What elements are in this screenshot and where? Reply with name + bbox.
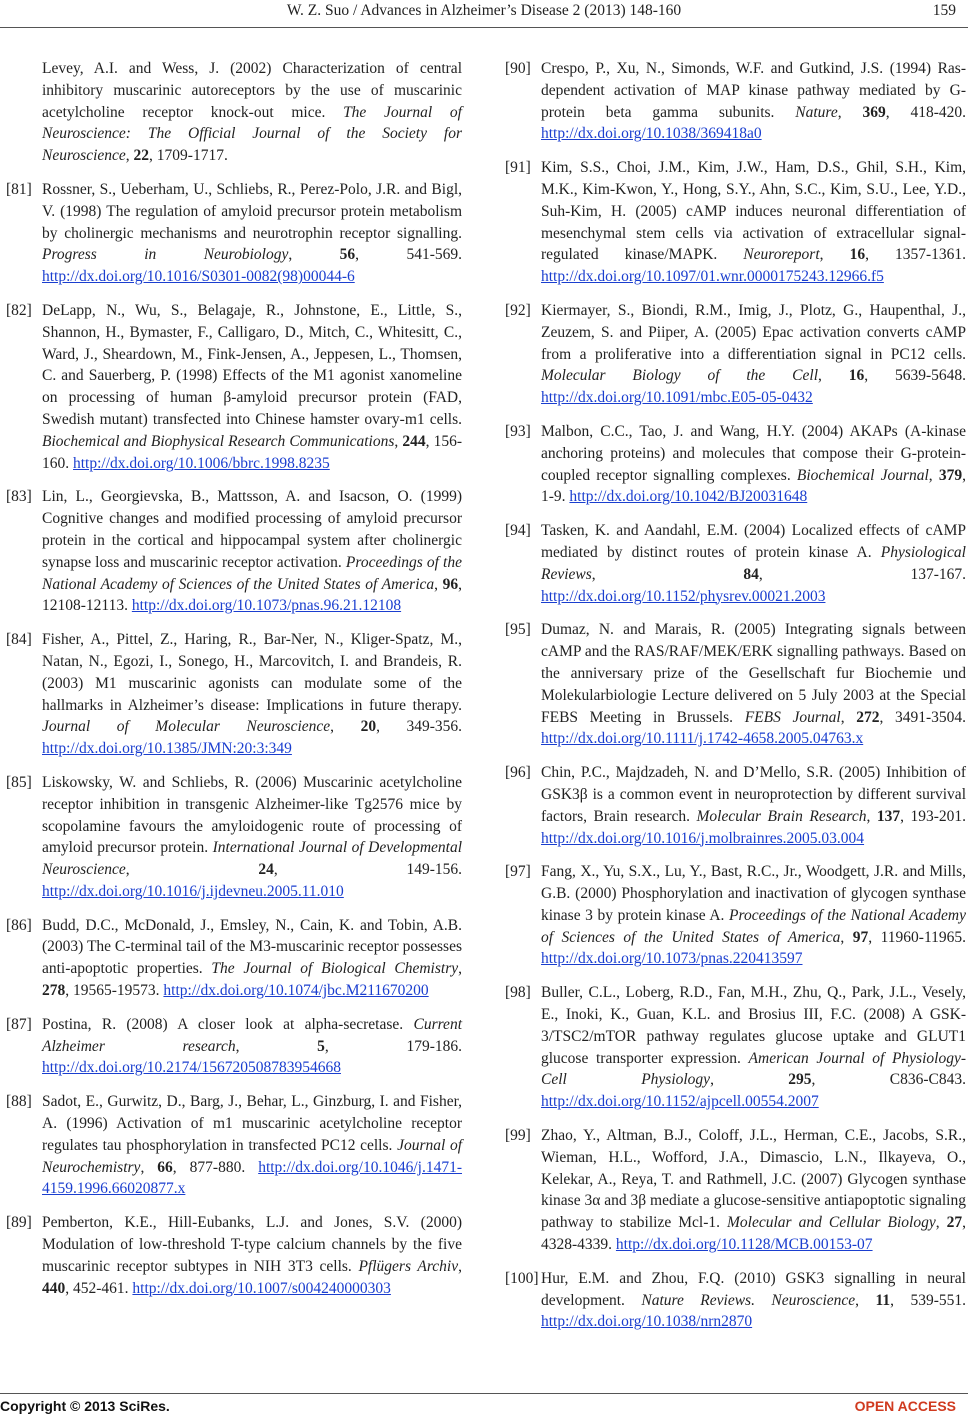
journal-volume: 96 (442, 575, 459, 593)
reference-body: Chin, P.C., Majdzadeh, N. and D’Mello, S.R. (2005) Inhibition of GSK3β is a common event in neuroprotection by different survival factors, Brain research. Molecular Brain Research, 137, 193-201. http://dx.doi.org/10.1016/j.molbrainres.2005.03.004 (541, 764, 966, 847)
doi-link[interactable]: http://dx.doi.org/10.1152/physrev.00021.2003 (541, 587, 826, 605)
journal-pages: , 1-9. (541, 466, 966, 506)
reference-body: Buller, C.L., Loberg, R.D., Fan, M.H., Zhu, Q., Park, J.L., Vesely, E., Inoki, K., Guan, K.L. and Brosius III, F.C. (2008) A GSK-3/TSC2/mTOR pathway regulates glucose uptake and GLUT1 glucose transporter expression. American Journal of Physiology-Cell Physiology, 295, C836-C843. http://dx.doi.org/10.1152/ajpcell.00554.2007 (541, 984, 966, 1111)
doi-link[interactable]: http://dx.doi.org/10.1097/01.wnr.0000175243.12966.f5 (541, 268, 884, 286)
right-column (505, 58, 966, 1345)
journal-pages: , 541-569. (355, 246, 462, 264)
journal-pages: , 418-420. (885, 103, 966, 121)
reference-text: Kim, S.S., Choi, J.M., Kim, J.W., Ham, D.S., Ghil, S.H., Kim, M.K., Kim-Kwon, Y., Hong, S.Y., Ahn, S.C., Kim, S.U., Lee, Y.D., Suh-Kim, H. (2005) cAMP induces neuronal differentiation of mesenchymal stem cells via activation of extracellular signal-regulated kinase/MAPK. (541, 159, 966, 264)
reference-entry (6, 300, 462, 474)
reference-text: Tasken, K. and Aandahl, E.M. (2004) Localized effects of cAMP mediated by distinct routes of protein kinase A. (541, 522, 966, 561)
continued-ref-text: Levey, A.I. and Wess, J. (2002) Characterization of central inhibitory muscarinic autoreceptors by the use of muscarinic acetylcholine receptor knock-out mice. (42, 60, 462, 121)
header-rule (0, 27, 968, 28)
reference-body: Malbon, C.C., Tao, J. and Wang, H.Y. (2004) AKAPs (A-kinase anchoring proteins) and molecules that compose their G-protein-coupled receptor signalling complexes. Biochemical Journal, 379, 1-9. http://dx.doi.org/10.1042/BJ20031648 (541, 422, 966, 506)
reference-text: Budd, D.C., McDonald, J., Emsley, N., Cain, K. and Tobin, A.B. (2003) The C-terminal tail of the M3-muscarinic receptor possesses anti-apoptotic properties. (42, 916, 462, 978)
doi-link[interactable]: http://dx.doi.org/10.1073/pnas.96.21.12108 (131, 597, 402, 615)
journal-volume: 440 (42, 1279, 66, 1297)
reference-number: [82] (6, 301, 32, 319)
journal-pages: , 5639-5648. (864, 367, 966, 385)
journal-volume: 97 (852, 928, 869, 946)
reference-text: Postina, R. (2008) A closer look at alpha-secretase. (42, 1015, 414, 1033)
doi-link[interactable]: http://dx.doi.org/10.1007/s004240000303 (132, 1279, 391, 1297)
reference-body: Crespo, P., Xu, N., Simonds, W.F. and Gutkind, J.S. (1994) Ras-dependent activation of MAP kinase pathway mediated by G-protein beta gamma subunits. Nature, 369, 418-420. http://dx.doi.org/10.1038/369418a0 (541, 60, 966, 143)
journal-pages: , 179-186. (324, 1037, 462, 1055)
journal-name: Neuroreport (743, 246, 820, 264)
reference-number: [94] (505, 522, 531, 540)
journal-volume: 16 (849, 246, 866, 264)
journal-volume: 244 (402, 432, 426, 450)
reference-text: Zhao, Y., Altman, B.J., Coloff, J.L., Herman, C.E., Jacobs, S.R., Wieman, H.L., Wofford, J.A., Dimascio, L.N., Ilkayeva, O., Kelekar, A., Reya, T. and Rathmell, J.C. (2007) Glycogen synthase kinase 3α and 3β mediate a glucose-sensitive antiapoptotic signaling pathway to stabilize Mcl-1. (541, 1127, 966, 1232)
doi-link[interactable]: http://dx.doi.org/10.1152/ajpcell.00554.2007 (541, 1093, 819, 1111)
reference-number: [91] (505, 159, 531, 177)
reference-number: [97] (505, 863, 531, 881)
continued-ref-journal: The Journal of Neuroscience: The Official Journal of the Society for Neuroscience (42, 103, 462, 165)
continued-ref-pages: , 1709-1717. (149, 147, 228, 165)
reference-entry (505, 300, 966, 409)
journal-name: Current Alzheimer research (42, 1015, 462, 1055)
reference-entry (505, 520, 966, 607)
journal-pages: , 12108-12113. (42, 575, 462, 615)
journal-volume: 369 (862, 103, 886, 121)
journal-pages: , 137-167. (758, 565, 966, 583)
reference-number: [83] (6, 488, 32, 506)
journal-name: Proceedings of the National Academy of Sciences of the United States of America (541, 906, 966, 946)
journal-pages: , 11960-11965. (868, 928, 967, 946)
journal-name: Biochemical and Biophysical Research Communications (42, 432, 395, 450)
continued-ref-volume: 22 (133, 147, 150, 165)
reference-body: Zhao, Y., Altman, B.J., Coloff, J.L., Herman, C.E., Jacobs, S.R., Wieman, H.L., Wofford, J.A., Dimascio, L.N., Ilkayeva, O., Kelekar, A., Reya, T. and Rathmell, J.C. (2007) Glycogen synthase kinase 3α and 3β mediate a glucose-sensitive antiapoptotic signaling pathway to stabilize Mcl-1. Molecular and Cellular Biology, 27, 4328-4339. http://dx.doi.org/10.1128/MCB.00153-07 (541, 1127, 967, 1254)
reference-entry (6, 915, 462, 1002)
journal-volume: 24 (258, 861, 274, 879)
doi-link[interactable]: http://dx.doi.org/10.2174/156720508783954668 (42, 1059, 341, 1077)
reference-entry (505, 861, 966, 970)
journal-name: Biochemical Journal (796, 466, 929, 484)
open-access-label: OPEN ACCESS (854, 1398, 956, 1414)
reference-entry (505, 157, 966, 288)
reference-text: Dumaz, N. and Marais, R. (2005) Integrating signals between cAMP and the RAS/RAF/MEK/ERK signalling pathways. Based on the anniversary prize of the Gesellschaft fur Biochemie und Molekularbiologie Lecture delivered on 5 July 2003 at the Special FEBS Meeting in Brussels. (541, 621, 966, 726)
journal-name: International Journal of Developmental Neuroscience (42, 839, 462, 879)
journal-name: Nature Reviews. Neuroscience (641, 1291, 856, 1309)
doi-link[interactable]: http://dx.doi.org/10.1042/BJ20031648 (569, 488, 808, 506)
journal-name: Pflügers Archiv (358, 1257, 459, 1275)
journal-volume: 137 (876, 807, 901, 825)
doi-link[interactable]: http://dx.doi.org/10.1016/j.ijdevneu.2005.11.010 (42, 882, 344, 900)
reference-number: [84] (6, 631, 32, 649)
reference-number: [85] (6, 773, 32, 791)
reference-body: Hur, E.M. and Zhou, F.Q. (2010) GSK3 signalling in neural development. Nature Reviews. Neuroscience, 11, 539-551. http://dx.doi.org/10.1038/nrn2870 (541, 1269, 966, 1331)
journal-pages: , 877-880. (172, 1158, 246, 1176)
journal-name: Journal of Molecular Neuroscience (42, 718, 331, 736)
reference-entry (6, 1014, 462, 1079)
reference-entry (505, 1268, 966, 1333)
reference-text: Fang, X., Yu, S.X., Lu, Y., Bast, R.C., Jr., Woodgett, J.R. and Mills, G.B. (2000) Phosphorylation and inactivation of glycogen synthase kinase 3 by protein kinase A. (541, 863, 966, 924)
reference-body: Fisher, A., Pittel, Z., Haring, R., Bar-Ner, N., Kliger-Spatz, M., Natan, N., Egozi, I., Sonego, H., Marcovitch, I. and Brandeis, R. (2003) M1 muscarinic agonists can modulate some of the hallmarks in Alzheimer’s disease: Implications in future therapy. Journal of Molecular Neuroscience, 20, 349-356. http://dx.doi.org/10.1385/JMN:20:3:349 (42, 631, 462, 758)
reference-text: Pemberton, K.E., Hill-Eubanks, L.J. and Jones, S.V. (2000) Modulation of low-threshold T-type calcium channels by the five muscarinic receptor subtypes in NIH 3T3 cells. (42, 1214, 462, 1275)
journal-pages: , 1357-1361. (865, 246, 967, 264)
reference-entry (505, 1125, 966, 1256)
reference-number: [90] (505, 60, 531, 77)
journal-name: Molecular Biology of the Cell (541, 367, 818, 385)
reference-entry (6, 629, 462, 760)
journal-name: Molecular Brain Research (696, 807, 867, 825)
reference-number: [99] (505, 1127, 531, 1145)
doi-link[interactable]: http://dx.doi.org/10.1111/j.1742-4658.2005.04763.x (541, 730, 864, 748)
doi-link[interactable]: http://dx.doi.org/10.1006/bbrc.1998.8235 (73, 454, 330, 472)
journal-volume: 272 (856, 708, 880, 726)
reference-entry (6, 1212, 462, 1299)
reference-body: Postina, R. (2008) A closer look at alpha-secretase. Current Alzheimer research, 5, 179-186. http://dx.doi.org/10.2174/156720508783954668 (42, 1015, 462, 1077)
journal-pages: , 19565-19573. (65, 982, 160, 1000)
journal-volume: 20 (360, 718, 377, 736)
journal-pages: , 539-551. (890, 1291, 966, 1309)
journal-volume: 66 (157, 1158, 173, 1176)
journal-pages: , 3491-3504. (879, 708, 967, 726)
reference-body: Budd, D.C., McDonald, J., Emsley, N., Cain, K. and Tobin, A.B. (2003) The C-terminal tail of the M3-muscarinic receptor possesses anti-apoptotic properties. The Journal of Biological Chemistry, 278, 19565-19573. http://dx.doi.org/10.1074/jbc.M211670200 (42, 916, 462, 1000)
reference-number: [86] (6, 916, 32, 934)
journal-name: American Journal of Physiology-Cell Physiology (541, 1049, 966, 1089)
doi-link[interactable]: http://dx.doi.org/10.1038/nrn2870 (541, 1313, 753, 1331)
journal-name: Progress in Neurobiology (42, 246, 289, 264)
reference-text: Crespo, P., Xu, N., Simonds, W.F. and Gutkind, J.S. (1994) Ras-dependent activation of MAP kinase pathway mediated by G-protein beta gamma subunits. (541, 60, 966, 121)
doi-link[interactable]: http://dx.doi.org/10.1046/j.1471-4159.1996.66020877.x (42, 1158, 462, 1198)
reference-entry (6, 179, 462, 288)
footer-rule (0, 1393, 968, 1394)
reference-number: [81] (6, 180, 32, 198)
reference-number: [88] (6, 1093, 32, 1111)
reference-text: Rossner, S., Ueberham, U., Schliebs, R., Perez-Polo, J.R. and Bigl, V. (1998) The regulation of amyloid precursor protein metabolism by cholinergic mechanisms and neurotrophin receptor signalling. (42, 180, 462, 242)
reference-text: Kiermayer, S., Biondi, R.M., Imig, J., Plotz, G., Haupenthal, J., Zeuzem, S. and Piiper, A. (2005) Epac activation converts cAMP from a proliferative into a differentiation signal in PC12 cells. (541, 301, 966, 363)
doi-link[interactable]: http://dx.doi.org/10.1016/j.molbrainres.2005.03.004 (541, 829, 865, 847)
reference-number: [89] (6, 1214, 32, 1232)
journal-pages: , 149-156. (273, 861, 462, 879)
journal-name: Physiological Reviews (541, 543, 966, 583)
reference-entry (6, 1091, 462, 1200)
reference-body: Rossner, S., Ueberham, U., Schliebs, R., Perez-Polo, J.R. and Bigl, V. (1998) The regulation of amyloid precursor protein metabolism by cholinergic mechanisms and neurotrophin receptor signalling. Progress in Neurobiology, 56, 541-569. http://dx.doi.org/10.1016/S0301-0082(98)00044-6 (42, 180, 462, 286)
reference-number: [96] (505, 764, 531, 782)
reference-body: Fang, X., Yu, S.X., Lu, Y., Bast, R.C., Jr., Woodgett, J.R. and Mills, G.B. (2000) Phosphorylation and inactivation of glycogen synthase kinase 3 by protein kinase A. Proceedings of the National Academy of Sciences of the United States of America, 97, 11960-11965. http://dx.doi.org/10.1073/pnas.220413597 (541, 863, 967, 968)
reference-entry (505, 58, 966, 145)
journal-pages: , 156-160. (42, 432, 462, 472)
journal-volume: 5 (317, 1037, 325, 1055)
running-title: W. Z. Suo / Advances in Alzheimer’s Disease 2 (2013) 148-160 (286, 2, 682, 19)
reference-text: Liskowsky, W. and Schliebs, R. (2006) Muscarinic acetylcholine receptor inhibition in transgenic Alzheimer-like Tg2576 mice by scopolamine favours the amyloidogenic route of processing of amyloid precursor protein. (42, 773, 462, 857)
journal-volume: 27 (946, 1214, 963, 1232)
continued-ref-sep: , (125, 147, 134, 165)
journal-pages: , 452-461. (65, 1279, 129, 1297)
reference-number: [87] (6, 1015, 32, 1033)
reference-number: [95] (505, 621, 531, 639)
reference-number: [98] (505, 984, 531, 1002)
reference-text: Lin, L., Georgievska, B., Mattsson, A. and Isacson, O. (1999) Cognitive changes and modified processing of amyloid precursor protein in the cortical and hippocampal system after cholinergic synapse loss and muscarinic receptor activation. (42, 488, 462, 571)
reference-text: Buller, C.L., Loberg, R.D., Fan, M.H., Zhu, Q., Park, J.L., Vesely, E., Inoki, K., Guan, K.L. and Brosius III, F.C. (2008) A GSK-3/TSC2/mTOR pathway regulates glucose uptake and GLUT1 glucose transporter expression. (541, 984, 966, 1067)
reference-entry (505, 421, 966, 508)
reference-body: Liskowsky, W. and Schliebs, R. (2006) Muscarinic acetylcholine receptor inhibition in transgenic Alzheimer-like Tg2576 mice by scopolamine favours the amyloidogenic route of processing of amyloid precursor protein. International Journal of Developmental Neuroscience, 24, 149-156. http://dx.doi.org/10.1016/j.ijdevneu.2005.11.010 (42, 773, 462, 900)
journal-volume: 16 (848, 367, 865, 385)
journal-name: The Journal of Biological Chemistry (211, 960, 459, 978)
journal-volume: 278 (42, 982, 66, 1000)
reference-text: DeLapp, N., Wu, S., Belagaje, R., Johnstone, E., Little, S., Shannon, H., Bymaster, F., Calligaro, D., Mitch, C., Whitesitt, C., Ward, J., Sheardown, M., Fink-Jensen, A., Jeppesen, L., Thomsen, C. and Sauerberg, P. (1998) Effects of the M1 agonist xanomeline on processing of human β-amyloid precursor protein (FAD, Swedish mutant) transfected into Chinese hamster ovary-m1 cells. (42, 301, 462, 428)
journal-volume: 295 (788, 1071, 812, 1089)
journal-name: Proceedings of the National Academy of Sciences of the United States of America (42, 553, 462, 593)
journal-volume: 84 (743, 565, 759, 583)
journal-name: Journal of Neurochemistry (42, 1136, 463, 1176)
doi-link[interactable]: http://dx.doi.org/10.1074/jbc.M211670200 (163, 982, 429, 1000)
reference-text: Hur, E.M. and Zhou, F.Q. (2010) GSK3 signalling in neural development. (541, 1269, 966, 1309)
page-number: 159 (932, 2, 956, 19)
doi-link[interactable]: http://dx.doi.org/10.1038/369418a0 (541, 125, 762, 143)
reference-body: Sadot, E., Gurwitz, D., Barg, J., Behar, L., Ginzburg, I. and Fisher, A. (1996) Activation of m1 muscarinic acetylcholine receptor regulates tau phosphorylation in transfected PC12 cells. Journal of Neurochemistry, 66, 877-880. http://dx.doi.org/10.1046/j.1471-4159.1996.66020877.x (42, 1093, 463, 1198)
doi-link[interactable]: http://dx.doi.org/10.1128/MCB.00153-07 (615, 1236, 873, 1254)
right-reference-list (505, 58, 966, 1333)
continued-reference (42, 58, 462, 167)
doi-link[interactable]: http://dx.doi.org/10.1073/pnas.220413597 (541, 950, 803, 968)
reference-body: Kim, S.S., Choi, J.M., Kim, J.W., Ham, D.S., Ghil, S.H., Kim, M.K., Kim-Kwon, Y., Hong, S.Y., Ahn, S.C., Kim, S.U., Lee, Y.D., Suh-Kim, H. (2005) cAMP induces neuronal differentiation of mesenchymal stem cells via activation of extracellular signal-regulated kinase/MAPK. Neuroreport, 16, 1357-1361. http://dx.doi.org/10.1097/01.wnr.0000175243.12966.f5 (541, 159, 967, 286)
reference-number: [93] (505, 422, 531, 440)
reference-text: Fisher, A., Pittel, Z., Haring, R., Bar-Ner, N., Kliger-Spatz, M., Natan, N., Egozi, I., Sonego, H., Marcovitch, I. and Brandeis, R. (2003) M1 muscarinic agonists can modulate some of the hallmarks in Alzheimer’s disease: Implications in future therapy. (42, 631, 462, 714)
reference-number: [92] (505, 301, 531, 319)
journal-name: Molecular and Cellular Biology (727, 1214, 936, 1232)
doi-link[interactable]: http://dx.doi.org/10.1385/JMN:20:3:349 (42, 740, 292, 758)
copyright-notice: Copyright © 2013 SciRes. (0, 1398, 170, 1414)
left-reference-list (6, 179, 462, 1299)
reference-entry (6, 486, 462, 617)
journal-name: Nature (795, 103, 838, 121)
reference-entry (505, 619, 966, 750)
page-header (0, 2, 968, 24)
doi-link[interactable]: http://dx.doi.org/10.1091/mbc.E05-05-0432 (541, 389, 813, 407)
reference-entry (6, 772, 462, 903)
doi-link[interactable]: http://dx.doi.org/10.1016/S0301-0082(98)00044-6 (42, 268, 355, 286)
reference-body: Pemberton, K.E., Hill-Eubanks, L.J. and Jones, S.V. (2000) Modulation of low-threshold T-type calcium channels by the five muscarinic receptor subtypes in NIH 3T3 cells. Pflügers Archiv, 440, 452-461. http://dx.doi.org/10.1007/s004240000303 (42, 1214, 462, 1297)
reference-entry (505, 762, 966, 849)
reference-body: Lin, L., Georgievska, B., Mattsson, A. and Isacson, O. (1999) Cognitive changes and modified processing of amyloid precursor protein in the cortical and hippocampal system after cholinergic synapse loss and muscarinic receptor activation. Proceedings of the National Academy of Sciences of the United States of America, 96, 12108-12113. http://dx.doi.org/10.1073/pnas.96.21.12108 (42, 488, 462, 615)
journal-pages: , 193-201. (900, 807, 966, 825)
reference-body: Kiermayer, S., Biondi, R.M., Imig, J., Plotz, G., Haupenthal, J., Zeuzem, S. and Piiper, A. (2005) Epac activation converts cAMP from a proliferative into a differentiation signal in PC12 cells. Molecular Biology of the Cell, 16, 5639-5648. http://dx.doi.org/10.1091/mbc.E05-05-0432 (541, 301, 966, 407)
journal-volume: 379 (938, 466, 963, 484)
reference-body: DeLapp, N., Wu, S., Belagaje, R., Johnstone, E., Little, S., Shannon, H., Bymaster, F., Calligaro, D., Mitch, C., Whitesitt, C., Ward, J., Sheardown, M., Fink-Jensen, A., Jeppesen, L., Thomsen, C. and Sauerberg, P. (1998) Effects of the M1 agonist xanomeline on processing of human β-amyloid precursor protein (FAD, Swedish mutant) transfected into Chinese hamster ovary-m1 cells. Biochemical and Biophysical Research Communications, 244, 156-160. http://dx.doi.org/10.1006/bbrc.1998.8235 (42, 301, 462, 472)
reference-number: [100] (505, 1269, 539, 1287)
journal-pages: , C836-C843. (811, 1071, 966, 1089)
reference-text: Sadot, E., Gurwitz, D., Barg, J., Behar, L., Ginzburg, I. and Fisher, A. (1996) Activation of m1 muscarinic acetylcholine receptor regulates tau phosphorylation in transfected PC12 cells. (42, 1093, 462, 1154)
reference-entry (505, 982, 966, 1113)
reference-text: Malbon, C.C., Tao, J. and Wang, H.Y. (2004) AKAPs (A-kinase anchoring proteins) and molecules that compose their G-protein-coupled receptor signalling complexes. (541, 422, 966, 484)
left-column (6, 58, 462, 1311)
journal-volume: 11 (875, 1291, 891, 1309)
journal-name: FEBS Journal (744, 708, 841, 726)
journal-pages: , 4328-4339. (541, 1214, 967, 1254)
reference-text: Chin, P.C., Majdzadeh, N. and D’Mello, S.R. (2005) Inhibition of GSK3β is a common event in neuroprotection by different survival factors, Brain research. (541, 764, 966, 825)
reference-body: Dumaz, N. and Marais, R. (2005) Integrating signals between cAMP and the RAS/RAF/MEK/ERK signalling pathways. Based on the anniversary prize of the Gesellschaft fur Biochemie und Molekularbiologie Lecture delivered on 5 July 2003 at the Special FEBS Meeting in Brussels. FEBS Journal, 272, 3491-3504. http://dx.doi.org/10.1111/j.1742-4658.2005.04763.x (541, 621, 967, 748)
reference-body: Tasken, K. and Aandahl, E.M. (2004) Localized effects of cAMP mediated by distinct routes of protein kinase A. Physiological Reviews, 84, 137-167. http://dx.doi.org/10.1152/physrev.00021.2003 (541, 522, 966, 605)
page-footer (0, 1398, 968, 1416)
journal-volume: 56 (339, 246, 356, 264)
journal-pages: , 349-356. (376, 718, 462, 736)
